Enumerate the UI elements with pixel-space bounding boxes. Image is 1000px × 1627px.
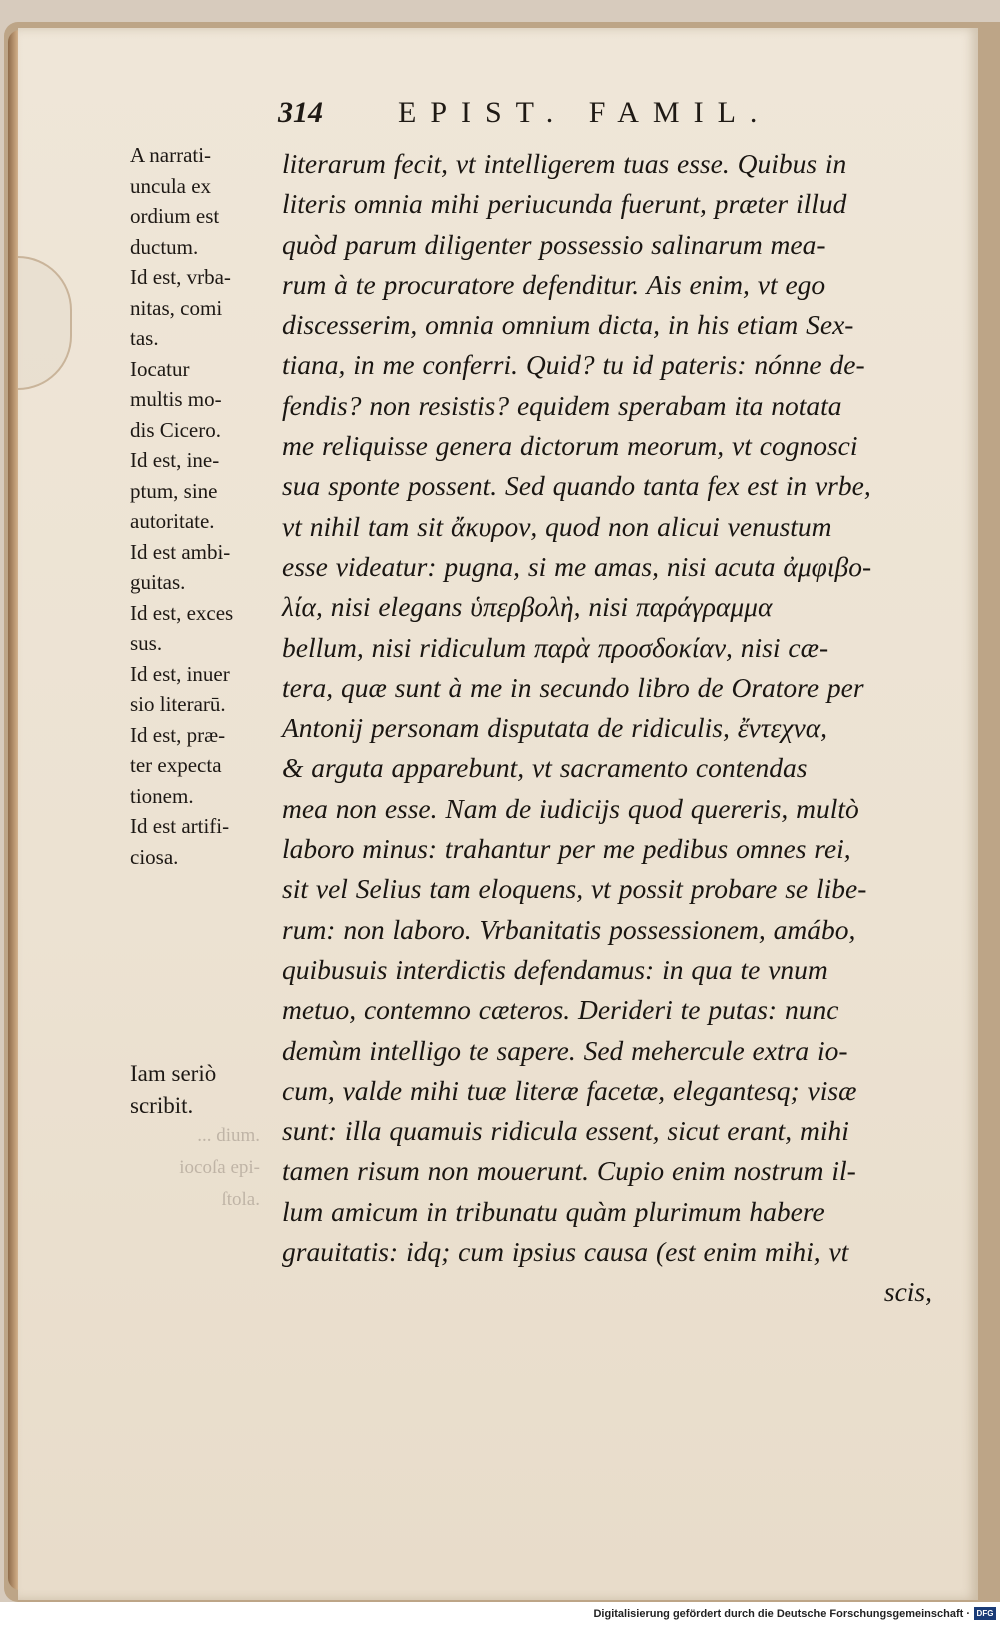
text-line: bellum, nisi ridiculum παρὰ προσδοκίαν, nisi cæ- <box>282 631 829 663</box>
margin-note: ciosa. <box>130 844 179 869</box>
text-line: literarum fecit, vt intelligerem tuas esse. Quibus in <box>282 148 847 179</box>
text-line: laboro minus: trahantur per me pedibus omnes rei, <box>282 833 851 865</box>
text-line: rum à te procuratore defenditur. Ais enim, vt ego <box>282 268 826 300</box>
text-line: quòd parum diligenter possessio salinarum mea- <box>282 228 826 260</box>
show-through-line: ... dium. <box>197 1125 260 1146</box>
margin-note: Iam seriò <box>130 1061 217 1086</box>
dfg-logo: DFG <box>974 1607 996 1620</box>
text-line: vt nihil tam sit ἄκυρον, quod non alicui venustum <box>282 510 832 542</box>
text-line: fendis? non resistis? equidem sperabam ita notata <box>282 389 842 421</box>
margin-note: Id est, inuer <box>130 661 230 686</box>
text-line: tamen risum non mouerunt. Cupio enim nostrum il- <box>282 1155 856 1187</box>
page-number: 314 <box>278 96 323 129</box>
margin-note: Id est, vrba- <box>130 265 231 289</box>
text-line: λία, nisi elegans ὑπερβολὴ, nisi παράγραμμα <box>282 591 773 623</box>
margin-notes-late <box>130 1058 280 1122</box>
text-line: sua sponte possent. Sed quando tanta fex est in vrbe, <box>282 470 871 502</box>
margin-note: multis mo- <box>130 387 222 411</box>
margin-note: ductum. <box>130 234 199 259</box>
margin-note: Id est, exces <box>130 600 234 625</box>
margin-note: ter expecta <box>130 753 222 777</box>
show-through-line: iocoſa epi- <box>179 1157 260 1178</box>
margin-note: autoritate. <box>130 509 215 533</box>
catchword: scis, <box>883 1276 932 1307</box>
margin-note: scribit. <box>130 1093 194 1118</box>
text-line: metuo, contemno cæteros. Derideri te putas: nunc <box>282 994 839 1026</box>
text-line: sit vel Selius tam eloquens, vt possit probare se libe- <box>282 873 867 905</box>
margin-note: tionem. <box>130 783 194 808</box>
margin-note: tas. <box>130 326 159 350</box>
margin-note: Id est, præ- <box>130 722 226 747</box>
text-line: quibusuis interdictis defendamus: in qua te vnum <box>282 953 828 985</box>
text-line: & arguta apparebunt, vt sacramento contendas <box>282 752 808 784</box>
text-line: lum amicum in tribunatu quàm plurimum habere <box>282 1195 825 1227</box>
show-through-line: ſtola. <box>221 1189 260 1210</box>
text-line: grauitatis: idq; cum ipsius causa (est enim mihi, vt <box>282 1236 849 1268</box>
body-text <box>282 144 932 1272</box>
text-line: demùm intelligo te sapere. Sed mehercule extra io- <box>282 1034 848 1066</box>
margin-note: uncula ex <box>130 173 212 198</box>
margin-note: sio literarū. <box>130 692 226 716</box>
text-line: me reliquisse genera dictorum meorum, vt cognosci <box>282 430 858 462</box>
page-header <box>278 92 838 134</box>
margin-note: Id est, ine- <box>130 448 220 472</box>
show-through-text <box>140 1120 260 1216</box>
text-line: Antonij personam disputata de ridiculis, ἔντεχνα, <box>282 712 828 744</box>
margin-note: Id est artifi- <box>130 814 230 838</box>
text-line: esse videatur: pugna, si me amas, nisi acuta ἀμφιβο- <box>282 550 872 582</box>
margin-notes <box>130 140 280 872</box>
margin-note: nitas, comi <box>130 295 223 320</box>
running-head: EPIST. FAMIL. <box>398 96 772 129</box>
text-line: tiana, in me conferri. Quid? tu id pateris: nónne de- <box>282 349 865 381</box>
text-line: mea non esse. Nam de iudicijs quod quereris, multò <box>282 792 859 824</box>
margin-note: dis Cicero. <box>130 417 221 442</box>
margin-note: Iocatur <box>130 356 190 381</box>
footer <box>0 1602 1000 1627</box>
text-line: literis omnia mihi periucunda fuerunt, præter illud <box>282 188 847 220</box>
page-tab-outline <box>18 256 72 390</box>
margin-note: ordium est <box>130 204 220 228</box>
margin-note: ptum, sine <box>130 478 218 503</box>
margin-note: guitas. <box>130 570 186 594</box>
text-line: sunt: illa quamuis ridicula essent, sicut erant, mihi <box>282 1115 849 1147</box>
margin-note: sus. <box>130 631 163 655</box>
text-line: cum, valde mihi tuæ literæ facetæ, elegantesq; visæ <box>282 1074 857 1106</box>
footer-credit: Digitalisierung gefördert durch die Deutsche Forschungsgemeinschaft · <box>593 1608 970 1620</box>
margin-note: A narrati- <box>130 143 212 167</box>
text-line: tera, quæ sunt à me in secundo libro de Oratore per <box>282 671 864 703</box>
text-line: rum: non laboro. Vrbanitatis possessionem, amábo, <box>282 913 856 945</box>
margin-note: Id est ambi- <box>130 539 231 564</box>
text-line: discesserim, omnia omnium dicta, in his etiam Sex- <box>282 309 854 341</box>
